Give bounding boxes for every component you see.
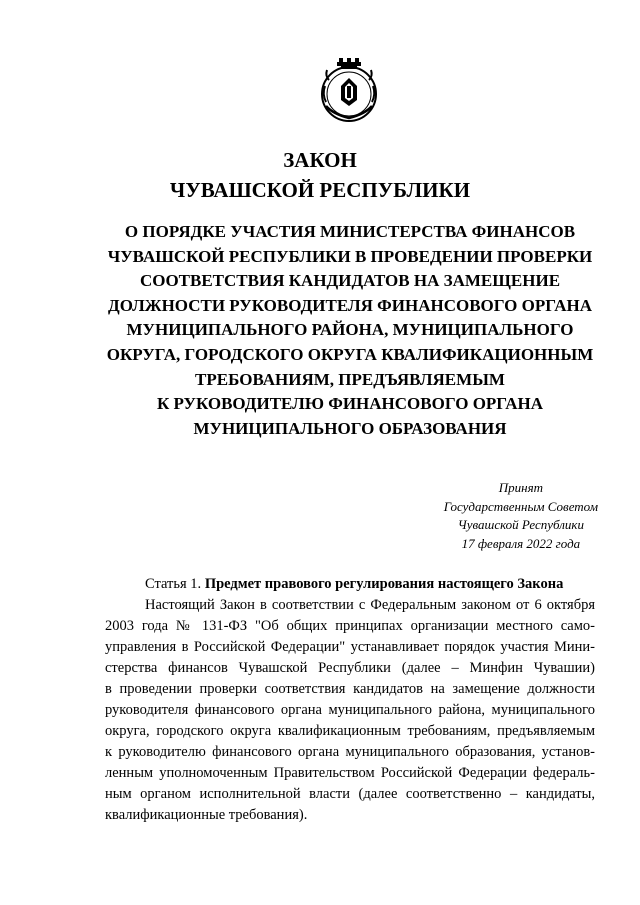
- article-number: Статья 1.: [145, 576, 202, 592]
- adoption-body: Государственным Советом: [443, 498, 598, 514]
- article-text-line: 2003 года № 131-ФЗ "Об общих принципах организации местного само-: [105, 618, 595, 634]
- law-heading-line: ТРЕБОВАНИЯМ, ПРЕДЪЯВЛЯЕМЫМ: [195, 369, 505, 389]
- article-text-line: квалификационные требования).: [105, 807, 308, 823]
- law-heading-line: ЧУВАШСКОЙ РЕСПУБЛИКИ В ПРОВЕДЕНИИ ПРОВЕРКИ: [107, 246, 593, 266]
- article-heading: [105, 574, 595, 595]
- law-heading: [90, 220, 610, 441]
- article-text-line: управления в Российской Федерации" устанавливает порядок участия Мини-: [105, 639, 595, 655]
- adoption-label: Принят: [498, 480, 544, 495]
- adoption-note: [444, 479, 598, 553]
- article-text-line: в проведении проверки соответствия кандидатов на замещение должности: [105, 681, 595, 697]
- issuer-title: ЧУВАШСКОЙ РЕСПУБЛИКИ: [169, 178, 471, 202]
- article-text-line: ным органом исполнительной власти (далее соответственно – кандидаты,: [105, 786, 595, 802]
- article-title: Предмет правового регулирования настоящего Закона: [204, 576, 564, 592]
- article-text-line: стерства финансов Чувашской Республики (далее – Минфин Чувашии): [105, 660, 595, 676]
- article-text-line: руководителя финансового органа муниципального района, муниципального: [105, 702, 595, 718]
- chuvash-coat-of-arms-emblem: [313, 56, 385, 128]
- law-heading-line: О ПОРЯДКЕ УЧАСТИЯ МИНИСТЕРСТВА ФИНАНСОВ: [124, 222, 576, 241]
- law-heading-line: МУНИЦИПАЛЬНОГО ОБРАЗОВАНИЯ: [193, 418, 507, 438]
- law-heading-line: МУНИЦИПАЛЬНОГО РАЙОНА, МУНИЦИПАЛЬНОГО: [126, 320, 574, 340]
- law-type-title: ЗАКОН: [283, 148, 357, 172]
- law-heading-line: К РУКОВОДИТЕЛЮ ФИНАНСОВОГО ОРГАНА: [156, 394, 544, 414]
- article-text-line: Настоящий Закон в соответствии с Федеральным законом от 6 октября: [145, 597, 595, 613]
- adoption-republic: Чувашской Республики: [457, 517, 585, 532]
- article-1: [105, 574, 595, 826]
- law-heading-line: ДОЛЖНОСТИ РУКОВОДИТЕЛЯ ФИНАНСОВОГО ОРГАНА: [108, 295, 592, 315]
- article-text-line: округа, городского округа квалификационным требованиям, предъявляемым: [105, 723, 595, 739]
- adoption-date: 17 февраля 2022 года: [461, 535, 581, 551]
- law-heading-line: СООТВЕТСТВИЯ КАНДИДАТОВ НА ЗАМЕЩЕНИЕ: [139, 271, 561, 291]
- article-text-line: к руководителю финансового органа муниципального образования, установ-: [105, 744, 595, 760]
- article-text-line: ленным уполномоченным Правительством Российской Федерации федераль-: [105, 765, 595, 781]
- law-heading-line: ОКРУГА, ГОРОДСКОГО ОКРУГА КВАЛИФИКАЦИОННЫМ: [106, 344, 594, 364]
